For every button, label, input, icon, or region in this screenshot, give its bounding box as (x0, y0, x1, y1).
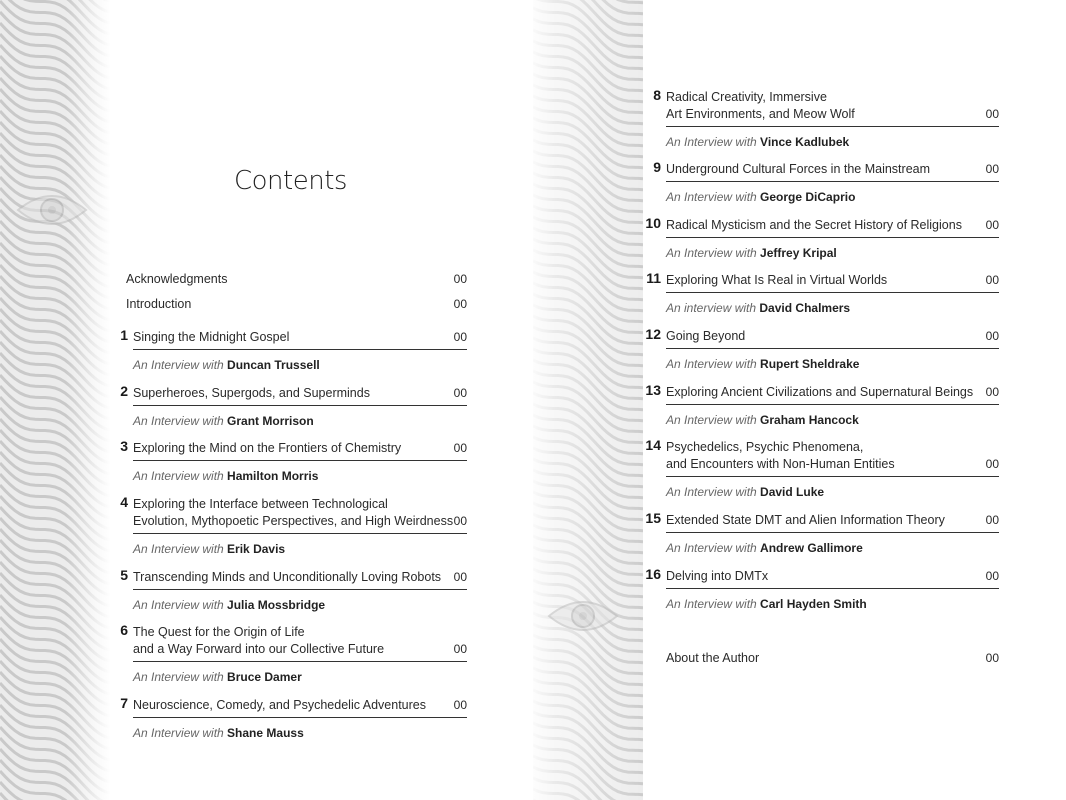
page-number: 00 (985, 385, 999, 399)
toc-entry-chapter-6[interactable] (133, 624, 467, 658)
chapter-title-line: Going Beyond (666, 329, 746, 343)
interview-prefix: An Interview with (133, 542, 224, 556)
interview-credit (133, 414, 314, 428)
interview-credit (133, 726, 304, 740)
interviewee-name: Vince Kadlubek (760, 135, 850, 149)
interviewee-name: Rupert Sheldrake (760, 357, 860, 371)
toc-entry-about-the-author[interactable] (666, 650, 999, 667)
chapter-number: 14 (645, 437, 661, 453)
chapter-title-line: and Encounters with Non-Human Entities (666, 457, 895, 471)
toc-entry-label: About the Author (666, 651, 760, 665)
toc-entry-chapter-3[interactable] (133, 440, 467, 457)
interview-credit (133, 358, 320, 372)
toc-entry-chapter-14[interactable] (666, 439, 999, 473)
interviewee-name: David Luke (760, 485, 825, 499)
interviewee-name: Duncan Trussell (227, 358, 320, 372)
chapter-title-line: Extended State DMT and Alien Information Theory (666, 513, 945, 527)
chapter-title-line: Art Environments, and Meow Wolf (666, 107, 855, 121)
page-number: 00 (985, 513, 999, 527)
interview-prefix: An Interview with (133, 414, 224, 428)
interview-prefix: An Interview with (133, 469, 224, 483)
contents-title: Contents (234, 166, 347, 196)
divider-line (133, 349, 467, 350)
page-number: 00 (453, 386, 467, 400)
chapter-number: 2 (120, 383, 128, 399)
toc-entry-label: Introduction (126, 297, 192, 311)
toc-entry-chapter-2[interactable] (133, 385, 467, 402)
interview-credit (666, 190, 855, 204)
interview-credit (133, 469, 318, 483)
page-number: 00 (985, 569, 999, 583)
interviewee-name: George DiCaprio (760, 190, 856, 204)
interviewee-name: Carl Hayden Smith (760, 597, 867, 611)
interview-credit (666, 301, 850, 315)
chapter-number: 8 (653, 87, 661, 103)
chapter-title-line: Radical Mysticism and the Secret History of Religions (666, 218, 962, 232)
page-number: 00 (453, 514, 467, 528)
divider-line (133, 533, 467, 534)
chapter-title-line: Exploring Ancient Civilizations and Supernatural Beings (666, 385, 974, 399)
chapter-number: 16 (645, 566, 661, 582)
interviewee-name: David Chalmers (759, 301, 851, 315)
page-number: 00 (985, 107, 999, 121)
divider-line (133, 661, 467, 662)
interviewee-name: Hamilton Morris (227, 469, 319, 483)
divider-line (133, 405, 467, 406)
toc-entry-chapter-15[interactable] (666, 512, 999, 529)
interview-prefix: An Interview with (666, 135, 757, 149)
interview-prefix: An Interview with (133, 726, 224, 740)
interview-prefix: An Interview with (133, 358, 224, 372)
divider-line (666, 348, 999, 349)
toc-entry-chapter-13[interactable] (666, 384, 999, 401)
page-number: 00 (453, 272, 467, 286)
divider-line (666, 126, 999, 127)
chapter-title-line: Transcending Minds and Unconditionally Loving Robots (133, 570, 442, 584)
interview-credit (666, 485, 824, 499)
divider-line (666, 181, 999, 182)
interview-credit (666, 357, 859, 371)
chapter-title-line: Delving into DMTx (666, 569, 769, 583)
divider-line (666, 404, 999, 405)
page-number: 00 (985, 273, 999, 287)
interview-prefix: An interview with (666, 301, 757, 315)
interview-credit (133, 670, 302, 684)
chapter-number: 12 (645, 326, 661, 342)
chapter-number: 13 (645, 382, 661, 398)
chapter-title-line: Neuroscience, Comedy, and Psychedelic Adventures (133, 698, 426, 712)
toc-entry-introduction[interactable] (126, 296, 467, 313)
divider-line (133, 717, 467, 718)
page-number: 00 (453, 441, 467, 455)
interview-credit (666, 246, 837, 260)
interview-prefix: An Interview with (666, 597, 757, 611)
interviewee-name: Grant Morrison (227, 414, 314, 428)
toc-entry-chapter-16[interactable] (666, 568, 999, 585)
toc-entry-label: Acknowledgments (126, 272, 228, 286)
chapter-number: 5 (120, 567, 128, 583)
chapter-title-line: Exploring the Interface between Technological (133, 497, 388, 511)
chapter-title-line: Evolution, Mythopoetic Perspectives, and High Weirdness (133, 514, 454, 528)
divider-line (666, 588, 999, 589)
interview-credit (666, 413, 859, 427)
chapter-title-line: The Quest for the Origin of Life (133, 625, 305, 639)
chapter-title-line: Psychedelics, Psychic Phenomena, (666, 440, 864, 454)
page-number: 00 (453, 698, 467, 712)
divider-line (666, 476, 999, 477)
interview-prefix: An Interview with (666, 541, 757, 555)
interview-prefix: An Interview with (666, 357, 757, 371)
interview-credit (666, 597, 867, 611)
page-number: 00 (453, 570, 467, 584)
interview-prefix: An Interview with (666, 190, 757, 204)
page-number: 00 (453, 330, 467, 344)
toc-entry-chapter-9[interactable] (666, 161, 999, 178)
toc-entry-chapter-1[interactable] (133, 329, 467, 346)
page-number: 00 (985, 218, 999, 232)
page-number: 00 (453, 642, 467, 656)
page-number: 00 (453, 297, 467, 311)
chapter-number: 15 (645, 510, 661, 526)
page-number: 00 (985, 162, 999, 176)
chapter-title-line: Exploring What Is Real in Virtual Worlds (666, 273, 888, 287)
interview-prefix: An Interview with (133, 670, 224, 684)
interview-credit (133, 542, 285, 556)
interview-prefix: An Interview with (666, 246, 757, 260)
chapter-title-line: Superheroes, Supergods, and Superminds (133, 386, 370, 400)
toc-entry-chapter-7[interactable] (133, 697, 467, 714)
toc-entry-chapter-11[interactable] (666, 272, 999, 289)
interview-prefix: An Interview with (666, 485, 757, 499)
interviewee-name: Julia Mossbridge (227, 598, 326, 612)
chapter-number: 10 (645, 215, 661, 231)
toc-entry-acknowledgments[interactable] (126, 271, 467, 288)
interview-credit (133, 598, 325, 612)
chapter-title-line: Radical Creativity, Immersive (666, 90, 827, 104)
chapter-number: 3 (120, 438, 128, 454)
divider-line (133, 460, 467, 461)
divider-line (133, 589, 467, 590)
toc-entry-chapter-5[interactable] (133, 569, 467, 586)
page-number: 00 (985, 329, 999, 343)
chapter-number: 11 (646, 270, 661, 286)
chapter-number: 9 (653, 159, 661, 175)
chapter-title-line: Underground Cultural Forces in the Mainstream (666, 162, 931, 176)
interview-prefix: An Interview with (133, 598, 224, 612)
divider-line (666, 237, 999, 238)
toc-entry-chapter-8[interactable] (666, 89, 999, 123)
divider-line (666, 532, 999, 533)
interview-prefix: An Interview with (666, 413, 757, 427)
chapter-number: 7 (120, 695, 128, 711)
interview-credit (666, 135, 849, 149)
divider-line (666, 292, 999, 293)
toc-entry-chapter-10[interactable] (666, 217, 999, 234)
toc-entry-chapter-12[interactable] (666, 328, 999, 345)
chapter-number: 1 (120, 327, 128, 343)
interviewee-name: Bruce Damer (227, 670, 302, 684)
eye-icon (14, 186, 90, 236)
page-number: 00 (985, 651, 999, 665)
page-number: 00 (985, 457, 999, 471)
interviewee-name: Erik Davis (227, 542, 286, 556)
interviewee-name: Graham Hancock (760, 413, 859, 427)
interviewee-name: Shane Mauss (227, 726, 304, 740)
toc-entry-chapter-4[interactable] (133, 496, 467, 530)
chapter-number: 6 (120, 622, 128, 638)
chapter-title-line: Exploring the Mind on the Frontiers of Chemistry (133, 441, 402, 455)
chapter-number: 4 (120, 494, 128, 510)
eye-icon (545, 592, 621, 642)
chapter-title-line: Singing the Midnight Gospel (133, 330, 290, 344)
interviewee-name: Andrew Gallimore (760, 541, 863, 555)
interview-credit (666, 541, 863, 555)
interviewee-name: Jeffrey Kripal (760, 246, 837, 260)
chapter-title-line: and a Way Forward into our Collective Future (133, 642, 385, 656)
